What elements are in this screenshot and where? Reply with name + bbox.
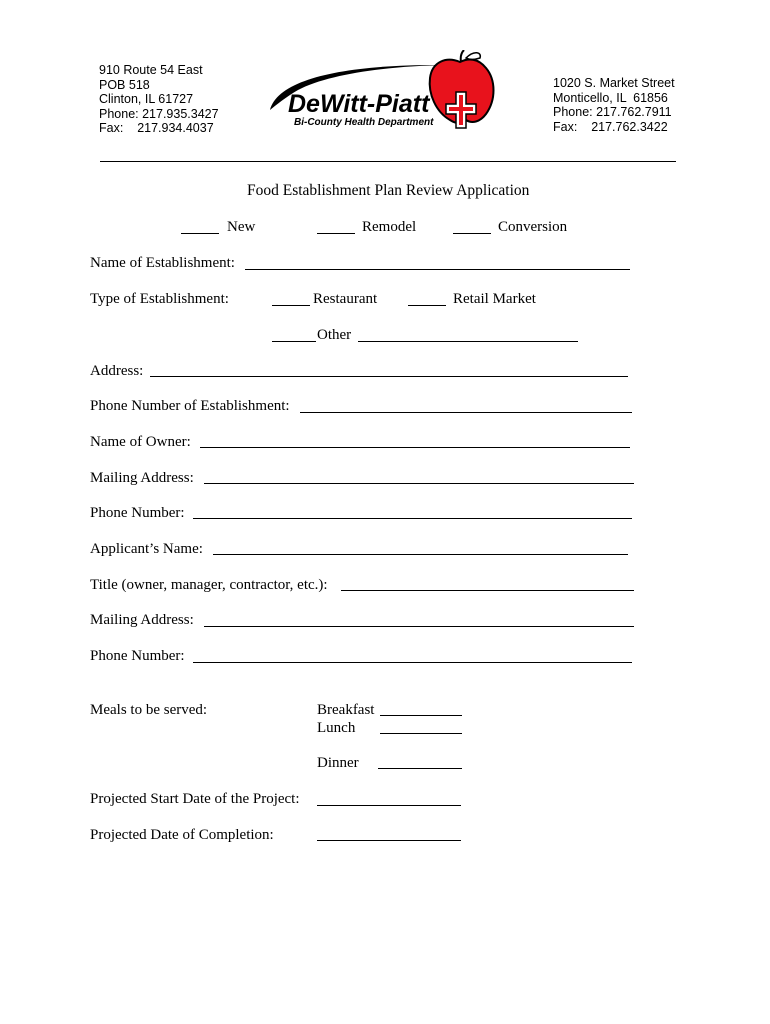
completion-date-field[interactable] — [317, 840, 461, 841]
address-field[interactable] — [150, 376, 628, 377]
lunch-label: Lunch — [317, 720, 356, 736]
other-specify-field[interactable] — [358, 341, 578, 342]
owner-mailing-field[interactable] — [204, 483, 634, 484]
right-address-line: 1020 S. Market Street — [553, 76, 675, 90]
applicant-phone-label: Phone Number: — [90, 648, 185, 664]
restaurant-label: Restaurant — [313, 291, 378, 307]
completion-date-label: Projected Date of Completion: — [90, 827, 274, 843]
lunch-field[interactable] — [380, 733, 462, 734]
remodel-blank[interactable] — [317, 233, 355, 234]
logo-subtitle: Bi-County Health Department — [294, 117, 434, 128]
logo-name: DeWitt-Piatt — [288, 90, 430, 118]
establishment-type-label: Type of Establishment: — [90, 291, 229, 307]
breakfast-label: Breakfast — [317, 702, 375, 718]
restaurant-blank[interactable] — [272, 305, 310, 306]
applicant-mailing-field[interactable] — [204, 626, 634, 627]
header-divider — [100, 161, 676, 162]
conversion-label: Conversion — [498, 219, 568, 235]
applicant-phone-field[interactable] — [193, 662, 632, 663]
establishment-name-field[interactable] — [245, 269, 630, 270]
establishment-phone-field[interactable] — [300, 412, 632, 413]
establishment-phone-label: Phone Number of Establishment: — [90, 398, 290, 414]
right-address-block — [553, 76, 675, 134]
dinner-field[interactable] — [378, 768, 462, 769]
owner-name-field[interactable] — [200, 447, 630, 448]
form-title: Food Establishment Plan Review Application — [247, 182, 530, 199]
meals-label: Meals to be served: — [90, 702, 208, 718]
left-address-block — [99, 63, 219, 136]
new-label: New — [227, 219, 256, 235]
health-department-logo — [268, 50, 500, 138]
address-label: Address: — [90, 363, 144, 379]
owner-name-label: Name of Owner: — [90, 434, 191, 450]
other-label: Other — [317, 327, 352, 343]
start-date-label: Projected Start Date of the Project: — [90, 791, 300, 807]
applicant-name-label: Applicant’s Name: — [90, 541, 203, 557]
left-address-line: Clinton, IL 61727 — [99, 92, 194, 106]
start-date-field[interactable] — [317, 805, 461, 806]
establishment-name-label: Name of Establishment: — [90, 255, 235, 271]
owner-phone-label: Phone Number: — [90, 505, 185, 521]
breakfast-field[interactable] — [380, 715, 462, 716]
conversion-blank[interactable] — [453, 233, 491, 234]
dinner-label: Dinner — [317, 755, 359, 771]
right-address-line: Fax: 217.762.3422 — [553, 119, 668, 134]
other-blank[interactable] — [272, 341, 316, 342]
left-address-line: 910 Route 54 East — [99, 63, 203, 77]
retail-market-blank[interactable] — [408, 305, 446, 306]
right-address-line: Monticello, IL 61856 — [553, 90, 668, 105]
left-address-line: POB 518 — [99, 77, 150, 92]
applicant-name-field[interactable] — [213, 554, 628, 555]
left-address-line: Phone: 217.935.3427 — [99, 106, 219, 121]
retail-market-label: Retail Market — [453, 291, 536, 307]
left-address-line: Fax: 217.934.4037 — [99, 121, 214, 135]
new-blank[interactable] — [181, 233, 219, 234]
owner-mailing-label: Mailing Address: — [90, 470, 194, 486]
remodel-label: Remodel — [362, 219, 417, 235]
owner-phone-field[interactable] — [193, 518, 632, 519]
applicant-title-field[interactable] — [341, 590, 634, 591]
right-address-line: Phone: 217.762.7911 — [553, 105, 672, 119]
applicant-title-label: Title (owner, manager, contractor, etc.): — [90, 577, 328, 593]
applicant-mailing-label: Mailing Address: — [90, 612, 194, 628]
